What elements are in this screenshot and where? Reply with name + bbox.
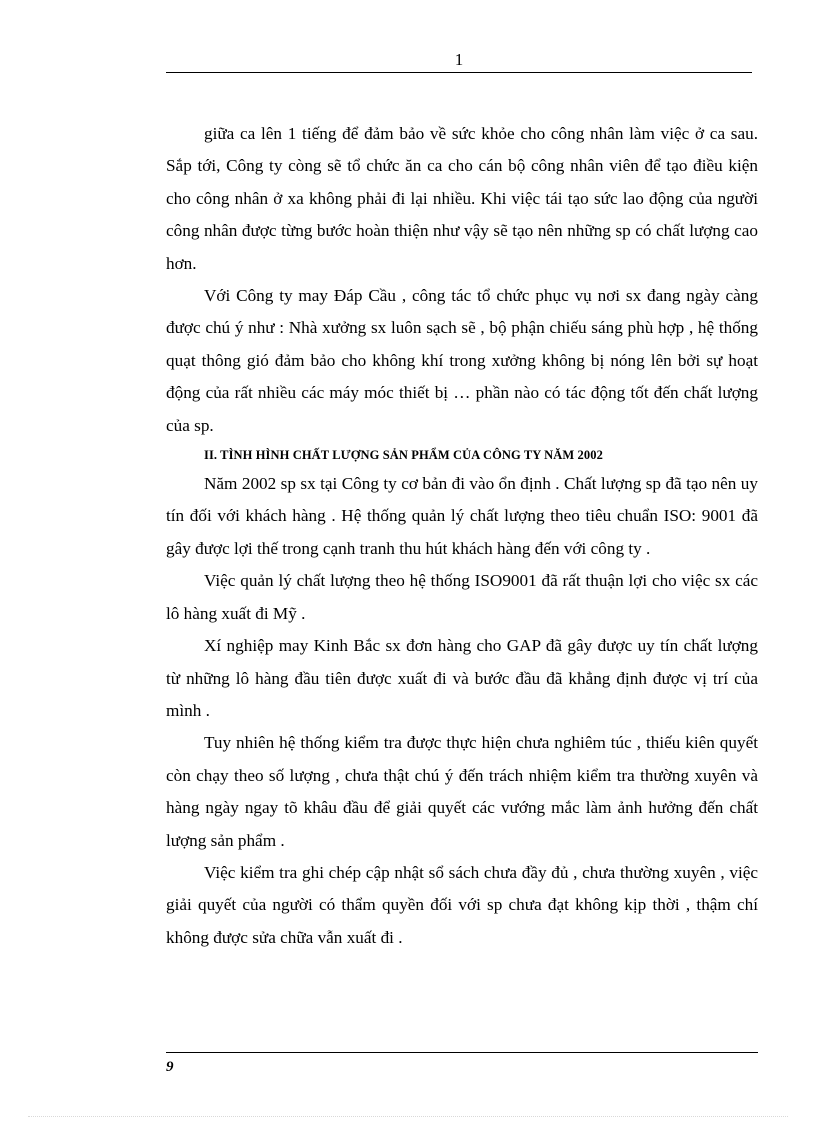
paragraph-3: Năm 2002 sp sx tại Công ty cơ bản đi vào ổn định . Chất lượng sp đã tạo nên uy tín đối với khách hàng . Hệ thống quản lý chất lượng theo tiêu chuẩn ISO: 9001 đã gây được lợi thế trong cạnh tranh thu hút khách hàng đến với công ty . [166, 474, 758, 558]
header-page-number: 1 [454, 50, 464, 69]
paragraph-4: Việc quản lý chất lượng theo hệ thống ISO9001 đã rất thuận lợi cho việc sx các lô hàng xuất đi Mỹ . [166, 571, 758, 623]
footer-page-number: 9 [166, 1059, 174, 1075]
paragraph-6: Tuy nhiên hệ thống kiểm tra được thực hiện chưa nghiêm túc , thiếu kiên quyết còn chạy theo số lượng , chưa thật chú ý đến trách nhiệm kiểm tra thường xuyên và hàng ngày ngay tõ khâu đầu để giải quyết các vướng mắc làm ảnh hưởng đến chất lượng sản phẩm . [166, 733, 758, 850]
document-body [166, 118, 758, 954]
paragraph-2: Với Công ty may Đáp Cầu , công tác tổ chức phục vụ nơi sx đang ngày càng được chú ý như : Nhà xưởng sx luôn sạch sẽ , bộ phận chiếu sáng phù hợp , hệ thống quạt thông gió đảm bảo cho không khí trong xưởng không bị nóng lên bởi sự hoạt động của rất nhiều các máy móc thiết bị … phần nào có tác động tốt đến chất lượng của sp. [166, 286, 758, 435]
page-footer [166, 1052, 758, 1083]
page-header [166, 50, 752, 73]
section-heading: II. TÌNH HÌNH CHẤT LƯỢNG SẢN PHẨM CỦA CÔNG TY NĂM 2002 [204, 448, 603, 463]
paragraph-7: Việc kiểm tra ghi chép cập nhật sổ sách chưa đầy đủ , chưa thường xuyên , việc giải quyết của người có thẩm quyền đối với sp chưa đạt không kịp thời , thậm chí không được sửa chữa vẫn xuất đi . [166, 862, 758, 947]
paragraph-1: giữa ca lên 1 tiếng để đảm bảo về sức khỏe cho công nhân làm việc ở ca sau. Sắp tới, Công ty còng sẽ tổ chức ăn ca cho cán bộ công nhân viên để tạo điều kiện cho công nhân ở xa không phải đi lại nhiều. Khi việc tái tạo sức lao động của người công nhân được từng bước hoàn thiện như vậy sẽ tạo nên những sp có chất lượng cao hơn. [166, 124, 758, 273]
paragraph-5: Xí nghiệp may Kinh Bắc sx đơn hàng cho GAP đã gây được uy tín chất lượng từ những lô hàng đầu tiên được xuất đi và bước đầu đã khẳng định được vị trí của mình . [166, 636, 758, 720]
page-edge-divider [28, 1116, 788, 1117]
